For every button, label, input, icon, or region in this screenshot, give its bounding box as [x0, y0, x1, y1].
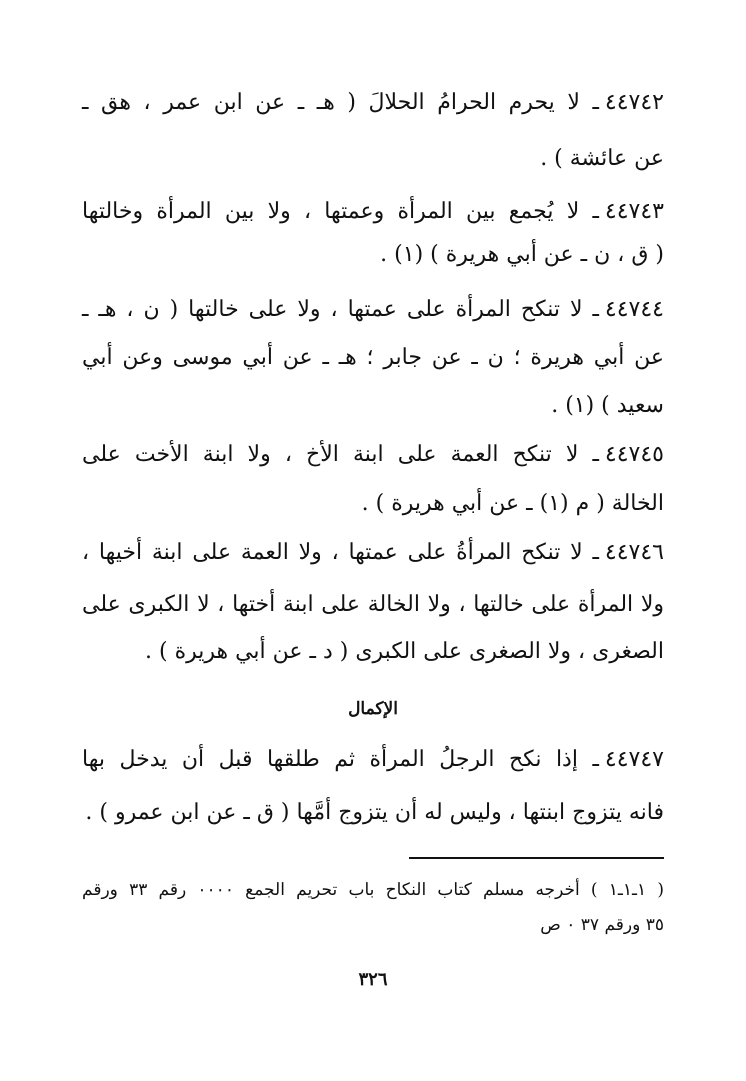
hadith-44746-line-3: الصغرى ، ولا الصغرى على الكبرى ( د ـ عن أبي هريرة ) . [145, 639, 664, 664]
hadith-text: ـ لا تنكح العمة على ابنة الأخ ، ولا ابنة الأخت على [82, 442, 599, 467]
hadith-44744-line-1 [82, 295, 664, 325]
hadith-text: ـ لا تنكح المرأةُ على عمتها ، ولا العمة على ابنة أخيها ، [82, 540, 599, 565]
footnote-line-2: ٣٥ ورقم ٣٧ ٠ ص [540, 915, 664, 935]
footnote-line-1: ( ١ـ١ـ١ ) أخرجه مسلم كتاب النكاح باب تحريم الجمع ٠٠٠٠ رقم ٣٣ ورقم [82, 880, 664, 900]
hadith-44745-line-1 [82, 440, 664, 470]
hadith-44745-line-2: الخالة ( م (١) ـ عن أبي هريرة ) . [361, 491, 664, 516]
hadith-number: ٤٤٧٤٢ [604, 90, 664, 115]
footnote-divider [409, 857, 664, 859]
hadith-text: ـ لا تنكح المرأة على عمتها ، ولا على خالتها ( ن ، هـ ـ [82, 297, 599, 322]
hadith-text: ـ لا يُجمع بين المرأة وعمتها ، ولا بين المرأة وخالتها [82, 199, 599, 224]
hadith-text: ـ إذا نكح الرجلُ المرأة ثم طلقها قبل أن يدخل بها [82, 747, 599, 772]
hadith-44742-line-2: عن عائشة ) . [540, 146, 664, 171]
section-heading: الإكمال [348, 699, 398, 719]
page-number: ٣٢٦ [358, 969, 388, 990]
hadith-44743-line-2: ( ق ، ن ـ عن أبي هريرة ) (١) . [380, 242, 664, 267]
hadith-number: ٤٤٧٤٥ [604, 442, 664, 467]
hadith-44747-line-1 [82, 745, 664, 775]
hadith-number: ٤٤٧٤٧ [604, 747, 664, 772]
hadith-number: ٤٤٧٤٤ [604, 297, 664, 322]
hadith-44746-line-1 [82, 538, 664, 568]
hadith-text: ـ لا يحرم الحرامُ الحلالَ ( هـ ـ عن ابن عمر ، هق ـ [82, 90, 599, 115]
hadith-number: ٤٤٧٤٦ [604, 540, 664, 565]
hadith-number: ٤٤٧٤٣ [604, 199, 664, 224]
hadith-44742-line-1 [82, 88, 664, 118]
hadith-44744-line-3: سعيد ) (١) . [551, 393, 664, 418]
hadith-44746-line-2: ولا المرأة على خالتها ، ولا الخالة على ابنة أختها ، لا الكبرى على [82, 592, 664, 617]
hadith-44747-line-2: فانه يتزوج ابنتها ، وليس له أن يتزوج أمَّها ( ق ـ عن ابن عمرو ) . [85, 800, 664, 825]
hadith-44743-line-1 [82, 197, 664, 227]
hadith-44744-line-2: عن أبي هريرة ؛ ن ـ عن جابر ؛ هـ ـ عن أبي موسى وعن أبي [82, 345, 664, 370]
